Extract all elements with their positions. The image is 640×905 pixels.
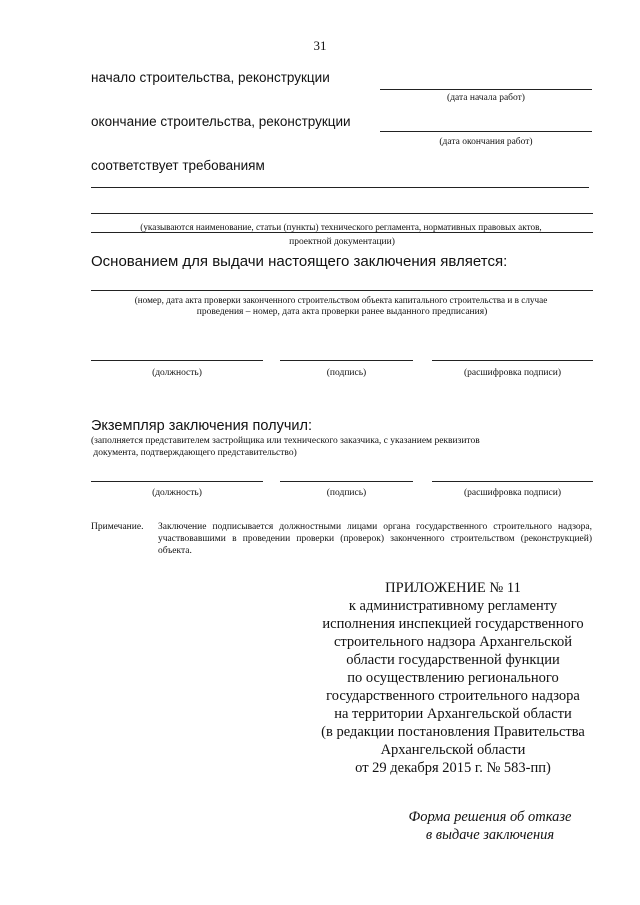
remark-text: Заключение подписывается должностными лицами органа государственного строительного надзора, участвовавшими в проведении проверки (проверок) законченного строительством (реконструкцией) объекта. (158, 522, 592, 556)
copy-received-heading: Экземпляр заключения получил: (91, 418, 312, 434)
appendix-line-5: по осуществлению регионального (347, 670, 559, 686)
appendix-line-0: ПРИЛОЖЕНИЕ № 11 (385, 580, 521, 596)
form-title (380, 808, 600, 844)
copy-received-note-line1: (заполняется представителем застройщика или технического заказчика, с указанием реквизитов (91, 436, 480, 446)
appendix-line-8: (в редакции постановления Правительства (321, 724, 585, 740)
start-date-line (380, 89, 592, 90)
appendix-line-10: от 29 декабря 2015 г. № 583-пп) (355, 760, 551, 776)
end-construction-label: окончание строительства, реконструкции (91, 114, 351, 129)
complies-line-3 (91, 232, 593, 233)
basis-heading: Основанием для выдачи настоящего заключения является: (91, 253, 508, 270)
appendix-line-2: исполнения инспекцией государственного (322, 616, 584, 632)
start-date-caption: (дата начала работ) (447, 93, 525, 103)
complies-label: соответствует требованиям (91, 158, 265, 173)
appendix-line-6: государственного строительного надзора (326, 688, 580, 704)
decoding-line-2 (432, 481, 593, 482)
appendix-line-7: на территории Архангельской области (334, 706, 572, 722)
form-title-line2: в выдаче заключения (425, 827, 555, 843)
remark-label: Примечание. (91, 522, 144, 532)
decoding-caption-1: (расшифровка подписи) (464, 368, 561, 378)
complies-line-2 (91, 213, 593, 214)
form-title-line1: Форма решения об отказе (408, 809, 572, 825)
appendix-line-9: Архангельской области (380, 742, 526, 758)
appendix-line-4: области государственной функции (346, 652, 560, 668)
end-date-line (380, 131, 592, 132)
complies-caption-line2: проектной документации) (289, 237, 395, 247)
signature-line-1 (280, 360, 413, 361)
decoding-caption-2: (расшифровка подписи) (464, 488, 561, 498)
position-caption-2: (должность) (152, 488, 202, 498)
appendix-line-3: строительного надзора Архангельской (333, 634, 573, 650)
signature-line-2 (280, 481, 413, 482)
complies-caption-line1: (указываются наименование, статьи (пункты) технического регламента, нормативных правовых актов, (140, 222, 542, 232)
basis-caption-line1: (номер, дата акта проверки законченного строительством объекта капитального строительства и в случае (134, 295, 548, 305)
appendix-line-1: к административному регламенту (348, 598, 558, 614)
page-number: 31 (313, 38, 327, 53)
appendix-block (300, 579, 606, 777)
position-line-1 (91, 360, 263, 361)
position-line-2 (91, 481, 263, 482)
copy-received-note-line2: документа, подтверждающего представительство) (91, 448, 297, 458)
signature-caption-2: (подпись) (326, 488, 367, 498)
end-date-caption: (дата окончания работ) (439, 137, 533, 147)
basis-line (91, 290, 593, 291)
start-construction-label: начало строительства, реконструкции (91, 70, 330, 85)
decoding-line-1 (432, 360, 593, 361)
signature-caption-1: (подпись) (326, 368, 367, 378)
basis-caption-line2: проведения – номер, дата акта проверки ранее выданного предписания) (196, 307, 488, 317)
position-caption-1: (должность) (152, 368, 202, 378)
complies-line-1 (91, 187, 589, 188)
